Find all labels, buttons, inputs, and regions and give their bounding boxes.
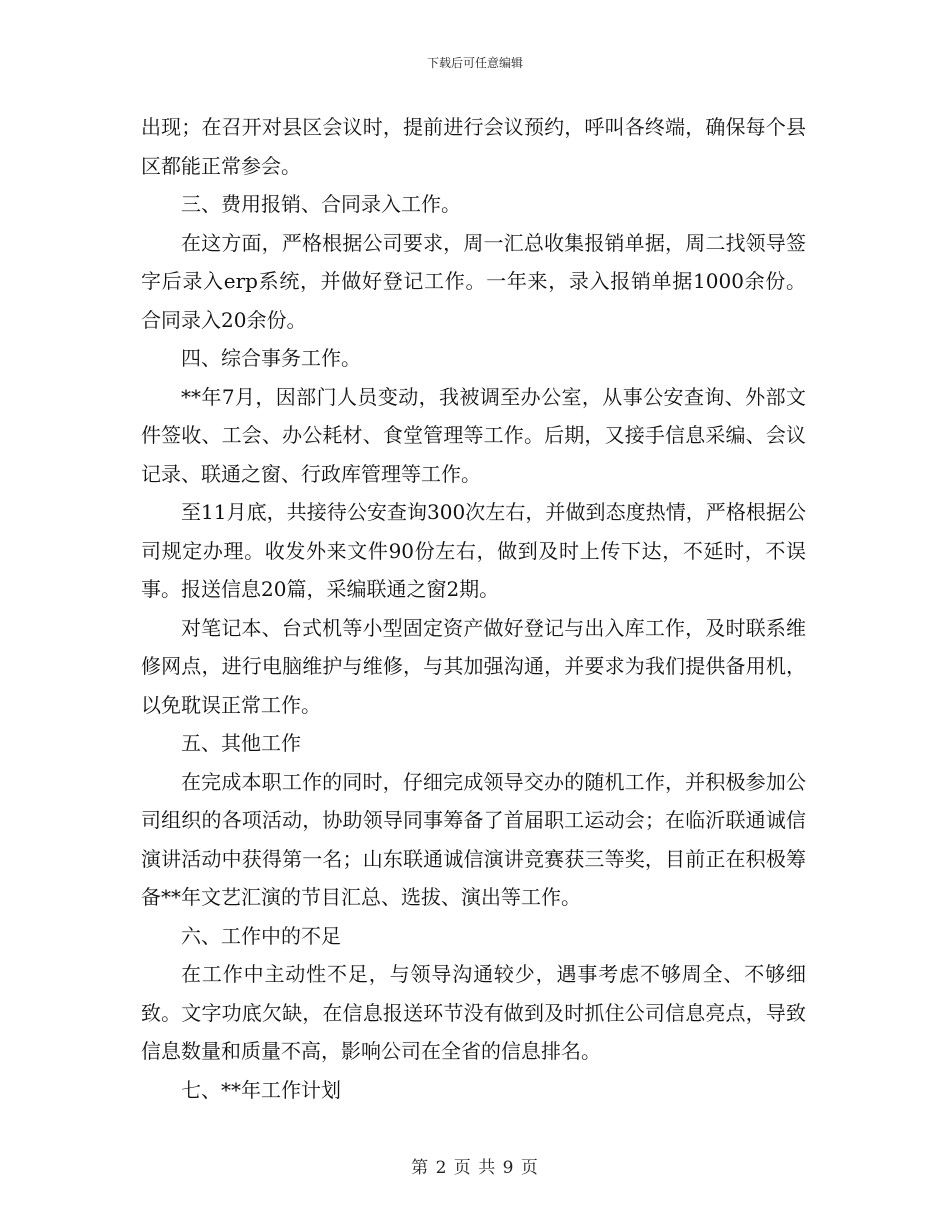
paragraph-1: 出现；在召开对县区会议时，提前进行会议预约，呼叫各终端，确保每个县区都能正常参会。: [141, 115, 806, 178]
page-number-footer: 第 2 页 共 9 页: [411, 1158, 539, 1178]
paragraph-5: **年7月，因部门人员变动，我被调至办公室，从事公安查询、外部文件签收、工会、办公耗材、食堂管理等工作。后期，又接手信息采编、会议记录、联通之窗、行政库管理等工作。: [141, 384, 806, 486]
section-heading-6: 六、工作中的不足: [181, 923, 341, 948]
section-heading-5: 五、其他工作: [181, 731, 301, 755]
paragraph-7: 对笔记本、台式机等小型固定资产做好登记与出入库工作，及时联系维修网点，进行电脑维护与维修，与其加强沟通，并要求为我们提供备用机，以免耽误正常工作。: [141, 615, 806, 717]
section-heading-4: 四、综合事务工作。: [181, 346, 361, 370]
paragraph-3: 在这方面，严格根据公司要求，周一汇总收集报销单据，周二找领导签字后录入erp系统，并做好登记工作。一年来，录入报销单据1000余份。合同录入20余份。: [141, 230, 806, 332]
section-heading-3: 三、费用报销、合同录入工作。: [181, 192, 461, 216]
section-heading-7: 七、**年工作计划: [181, 1077, 341, 1102]
paragraph-11: 在工作中主动性不足，与领导沟通较少，遇事考虑不够周全、不够细致。文字功底欠缺，在信息报送环节没有做到及时抓住公司信息亮点，导致信息数量和质量不高，影响公司在全省的信息排名。: [141, 962, 806, 1063]
paragraph-6: 至11月底，共接待公安查询300次左右，并做到态度热情，严格根据公司规定办理。收发外来文件90份左右，做到及时上传下达，不延时，不误事。报送信息20篇，采编联通之窗2期。: [141, 500, 806, 601]
document-body: [141, 108, 806, 1109]
paragraph-9: 在完成本职工作的同时，仔细完成领导交办的随机工作，并积极参加公司组织的各项活动，协助领导同事筹备了首届职工运动会；在临沂联通诚信演讲活动中获得第一名；山东联通诚信演讲竞赛获三等奖，目前正在积极筹备**年文艺汇演的节目汇总、选拔、演出等工作。: [141, 769, 806, 909]
page-header: 下载后可任意编辑: [426, 56, 523, 70]
